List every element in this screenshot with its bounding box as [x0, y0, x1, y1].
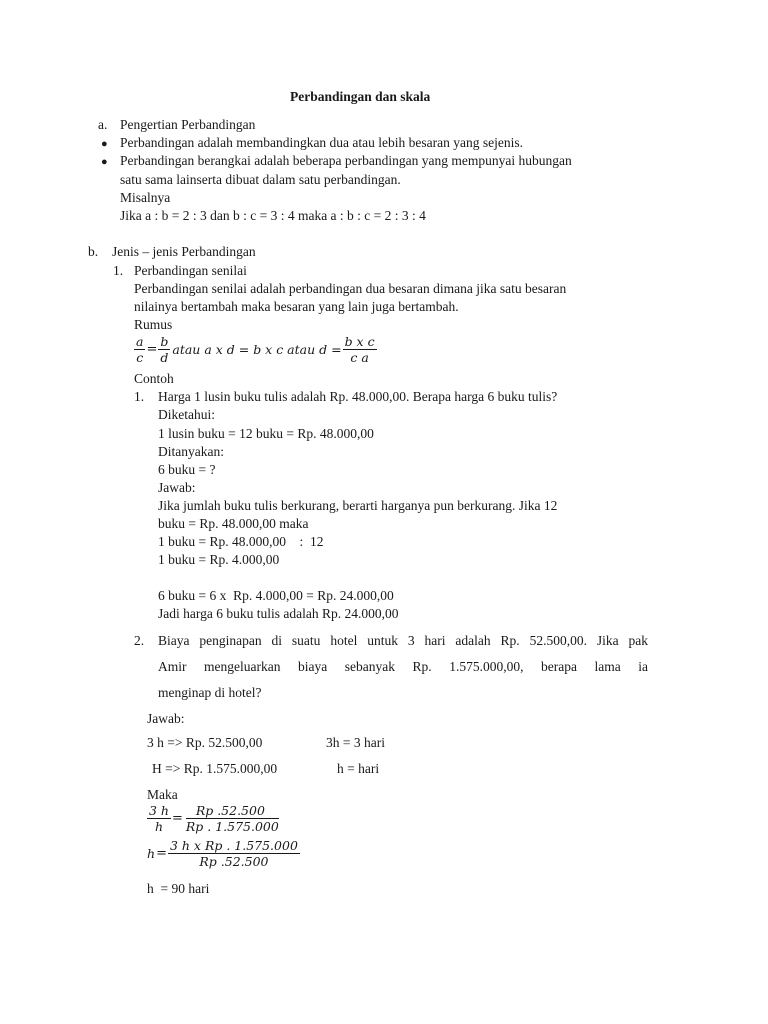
equation-lhs: h: [147, 846, 156, 861]
rumus-label: Rumus: [134, 317, 173, 332]
rumus-formula: [134, 334, 377, 365]
section-a-misalnya: Misalnya: [120, 190, 171, 205]
equals-sign: =: [171, 811, 183, 826]
definition-line-2: nilainya bertambah maka besaran yang lain juga bertambah.: [134, 299, 459, 314]
example-2-result: h = 90 hari: [147, 881, 210, 896]
example-2-row-2-right: h = hari: [337, 761, 380, 776]
fraction-b-d: [158, 334, 170, 365]
fraction-denominator: Rp . 1.575.000: [185, 819, 279, 834]
fraction-bc-ca: [343, 334, 377, 365]
section-a-marker: a.: [98, 117, 108, 132]
example-1-line: 1 buku = Rp. 48.000,00 : 12: [158, 534, 324, 549]
fraction-numerator: b x c: [344, 334, 375, 349]
example-2-marker: 2.: [134, 633, 145, 648]
equals-sign: =: [146, 342, 158, 357]
fraction-3h-rp: [168, 838, 300, 869]
fraction-a-c: [134, 334, 145, 365]
fraction-denominator: c a: [350, 350, 369, 365]
section-a-bullet-1: Perbandingan adalah membandingkan dua atau lebih besaran yang sejenis.: [120, 135, 523, 150]
section-a-example: Jika a : b = 2 : 3 dan b : c = 3 : 4 maka a : b : c = 2 : 3 : 4: [120, 208, 426, 223]
example-1-line: Jawab:: [158, 480, 196, 495]
bullet-icon: ●: [101, 138, 108, 150]
example-2-question-line-1: Biaya penginapan di suatu hotel untuk 3 hari adalah Rp. 52.500,00. Jika pak: [158, 633, 648, 648]
contoh-label: Contoh: [134, 371, 174, 386]
example-2-row-1-right: 3h = 3 hari: [326, 735, 385, 750]
example-2-equation-2: [147, 838, 300, 869]
example-2-row-2-left: H => Rp. 1.575.000,00: [152, 761, 278, 776]
example-1-line: 1 buku = Rp. 4.000,00: [158, 552, 280, 567]
example-2-equation-1: [147, 803, 281, 834]
fraction-numerator: a: [136, 334, 144, 349]
section-b-heading: Jenis – jenis Perbandingan: [112, 244, 256, 259]
fraction-numerator: b: [160, 334, 169, 349]
example-2-maka: Maka: [147, 787, 178, 802]
example-1-conclusion: Jadi harga 6 buku tulis adalah Rp. 24.000,00: [158, 606, 399, 621]
section-a-bullet-2-line-2: satu sama lainserta dibuat dalam satu perbandingan.: [120, 172, 401, 187]
fraction-rp: [184, 803, 281, 834]
bullet-icon: ●: [101, 156, 108, 168]
fraction-numerator: 3 h: [149, 803, 169, 818]
definition-line-1: Perbandingan senilai adalah perbandingan dua besaran dimana jika satu besaran: [134, 281, 567, 296]
example-2-question-line-2: Amir mengeluarkan biaya sebanyak Rp. 1.575.000,00, berapa lama ia: [158, 659, 648, 674]
fraction-denominator: c: [136, 350, 144, 365]
page-title: Perbandingan dan skala: [290, 89, 431, 104]
example-1-line: 1 lusin buku = 12 buku = Rp. 48.000,00: [158, 426, 374, 441]
section-b-marker: b.: [88, 244, 99, 259]
fraction-numerator: Rp .52.500: [186, 803, 279, 819]
example-1-line: Diketahui:: [158, 407, 215, 422]
example-1-marker: 1.: [134, 389, 145, 404]
example-1-line: 6 buku = ?: [158, 462, 216, 477]
example-2-question-line-3: menginap di hotel?: [158, 685, 262, 700]
example-2-jawab: Jawab:: [147, 711, 185, 726]
fraction-3h-h: [147, 803, 171, 834]
fraction-numerator: 3 h x Rp . 1.575.000: [169, 838, 298, 853]
example-1-question: Harga 1 lusin buku tulis adalah Rp. 48.000,00. Berapa harga 6 buku tulis?: [158, 389, 558, 404]
example-2-row-1-left: 3 h => Rp. 52.500,00: [147, 735, 263, 750]
fraction-denominator: h: [154, 819, 164, 834]
item-1-title: Perbandingan senilai: [134, 263, 247, 278]
example-1-line: Jika jumlah buku tulis berkurang, berarti harganya pun berkurang. Jika 12: [158, 498, 558, 513]
section-a-bullet-2-line-1: Perbandingan berangkai adalah beberapa perbandingan yang mempunyai hubungan: [120, 153, 572, 168]
example-1-line: Ditanyakan:: [158, 444, 224, 459]
item-1-marker: 1.: [113, 263, 124, 278]
example-1-line: buku = Rp. 48.000,00 maka: [158, 516, 309, 531]
formula-middle-text: atau a x d = b x c atau d =: [172, 342, 342, 357]
section-a-heading: Pengertian Perbandingan: [120, 117, 256, 132]
example-1-line: 6 buku = 6 x Rp. 4.000,00 = Rp. 24.000,00: [158, 588, 394, 603]
fraction-denominator: Rp .52.500: [199, 854, 269, 869]
equals-sign: =: [156, 846, 167, 861]
fraction-denominator: d: [160, 350, 169, 365]
